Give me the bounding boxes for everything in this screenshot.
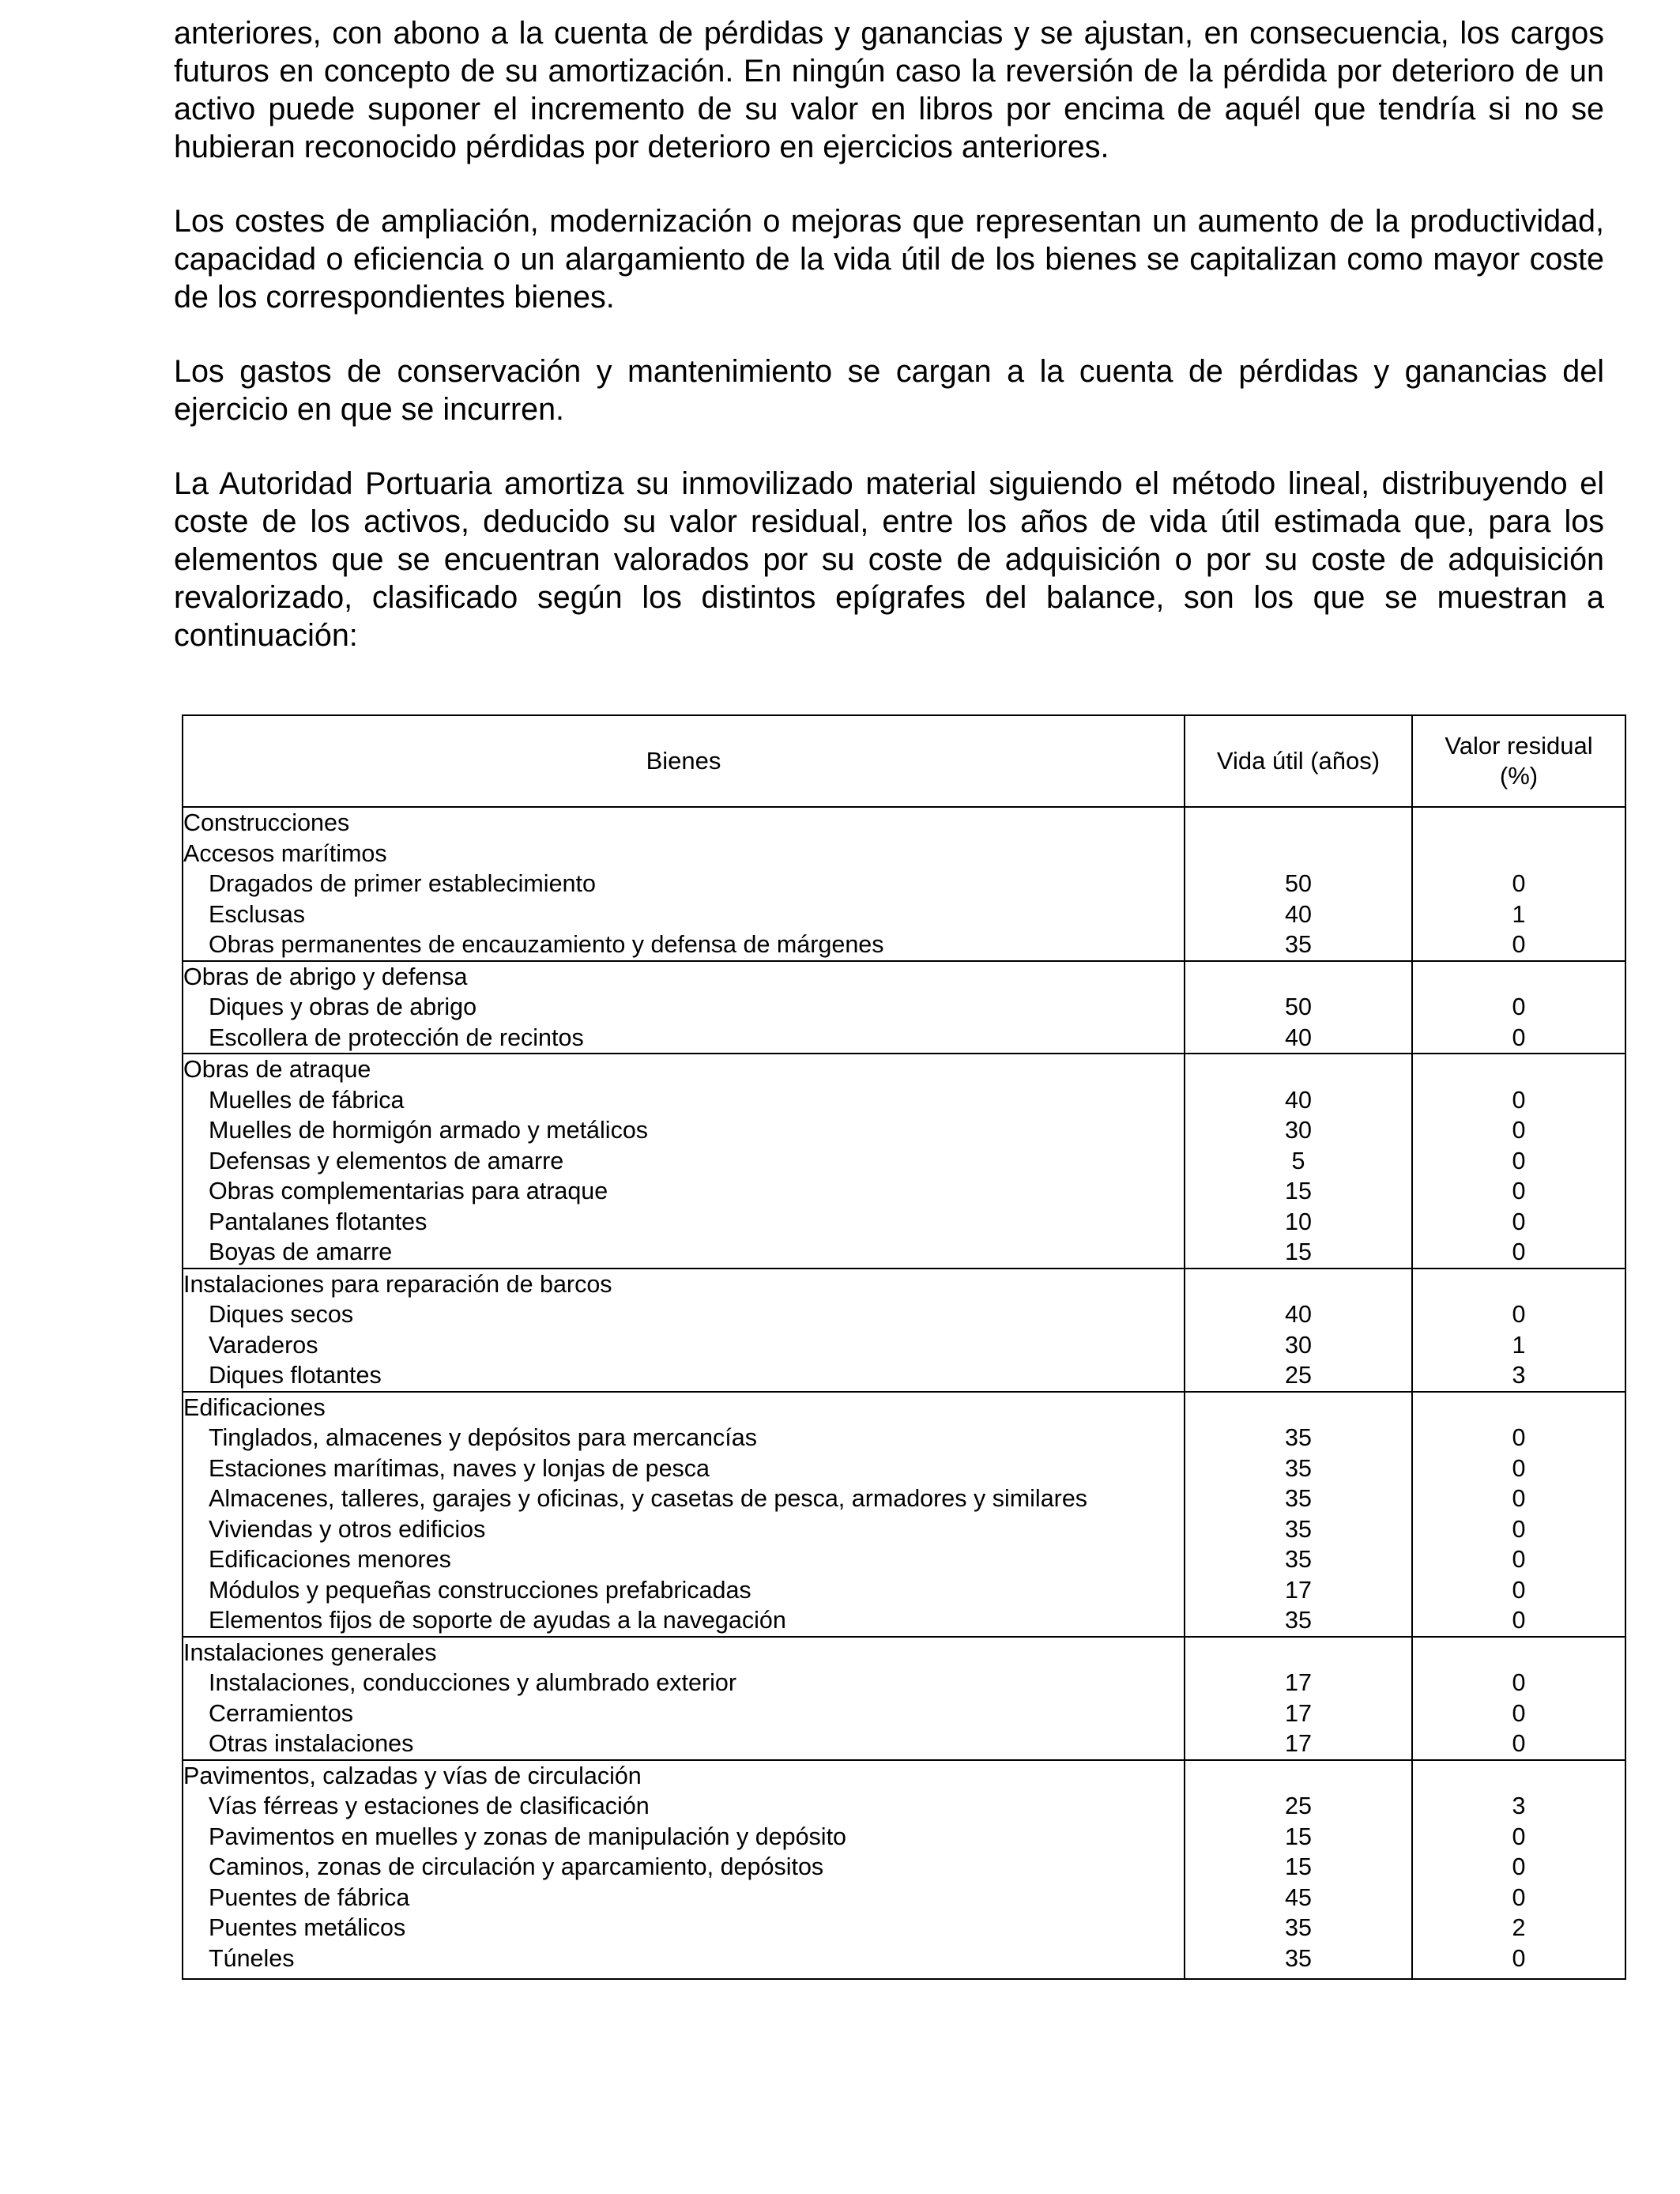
cell-valor-residual: 0 [1412, 1146, 1625, 1177]
cell-valor-residual: 0 [1412, 1514, 1625, 1545]
cell-bienes: Muelles de hormigón armado y metálicos [183, 1115, 1185, 1146]
paragraph-3: Los gastos de conservación y mantenimiento se cargan a la cuenta de pérdidas y ganancias del ejercicio en que se incurren. [174, 354, 1604, 427]
cell-bienes: Instalaciones generales [183, 1637, 1185, 1668]
cell-valor-residual [1412, 1760, 1625, 1792]
cell-vida-util: 30 [1185, 1115, 1412, 1146]
cell-vida-util: 10 [1185, 1207, 1412, 1238]
cell-vida-util: 35 [1185, 1423, 1412, 1453]
cell-vida-util: 35 [1185, 1453, 1412, 1484]
table-row [183, 1883, 1625, 1913]
cell-bienes: Pavimentos en muelles y zonas de manipulación y depósito [183, 1822, 1185, 1853]
cell-vida-util: 25 [1185, 1791, 1412, 1822]
cell-valor-residual: 0 [1412, 1575, 1625, 1606]
cell-vida-util: 40 [1185, 1299, 1412, 1330]
cell-bienes: Obras permanentes de encauzamiento y defensa de márgenes [183, 929, 1185, 961]
cell-bienes: Otras instalaciones [183, 1728, 1185, 1760]
table-row [183, 1483, 1625, 1514]
cell-valor-residual: 0 [1412, 1176, 1625, 1207]
cell-bienes: Boyas de amarre [183, 1237, 1185, 1269]
cell-vida-util: 40 [1185, 1023, 1412, 1054]
cell-vida-util [1185, 1637, 1412, 1668]
table-group-row [183, 1054, 1625, 1085]
table-row [183, 1330, 1625, 1361]
cell-valor-residual: 0 [1412, 1207, 1625, 1238]
useful-life-table [182, 714, 1626, 1980]
cell-bienes: Viviendas y otros edificios [183, 1514, 1185, 1545]
table-row [183, 1698, 1625, 1729]
cell-bienes: Varaderos [183, 1330, 1185, 1361]
cell-vida-util: 17 [1185, 1728, 1412, 1760]
cell-vida-util: 17 [1185, 1575, 1412, 1606]
cell-vida-util: 50 [1185, 869, 1412, 899]
table-row [183, 1514, 1625, 1545]
table-group-row [183, 961, 1625, 993]
cell-bienes: Construcciones [183, 807, 1185, 839]
cell-bienes: Puentes de fábrica [183, 1883, 1185, 1913]
cell-vida-util: 5 [1185, 1146, 1412, 1177]
table-row [183, 929, 1625, 961]
paragraph-4: La Autoridad Portuaria amortiza su inmovilizado material siguiendo el método lineal, distribuyendo el coste de los activos, deducido su valor residual, entre los años de vida útil estimada que, para los elementos que se encuentran valorados por su coste de adquisición o por su coste de adquisición revalorizado, clasificado según los distintos epígrafes del balance, son los que se muestran a continuación: [174, 466, 1604, 653]
cell-vida-util: 17 [1185, 1698, 1412, 1729]
cell-bienes: Módulos y pequeñas construcciones prefabricadas [183, 1575, 1185, 1606]
cell-bienes: Obras de abrigo y defensa [183, 961, 1185, 993]
cell-valor-residual [1412, 807, 1625, 839]
useful-life-table-container [182, 714, 1625, 1980]
cell-valor-residual: 0 [1412, 1483, 1625, 1514]
cell-valor-residual: 0 [1412, 1544, 1625, 1575]
cell-valor-residual: 0 [1412, 1668, 1625, 1698]
table-row [183, 869, 1625, 899]
cell-bienes: Instalaciones para reparación de barcos [183, 1269, 1185, 1300]
table-group-row [183, 807, 1625, 839]
cell-valor-residual: 3 [1412, 1791, 1625, 1822]
table-group-row [183, 1760, 1625, 1792]
cell-bienes: Escollera de protección de recintos [183, 1023, 1185, 1054]
cell-bienes: Diques flotantes [183, 1360, 1185, 1392]
table-row [183, 1544, 1625, 1575]
cell-valor-residual [1412, 1637, 1625, 1668]
cell-bienes: Obras complementarias para atraque [183, 1176, 1185, 1207]
cell-vida-util [1185, 807, 1412, 839]
cell-valor-residual: 0 [1412, 1852, 1625, 1883]
cell-vida-util: 15 [1185, 1852, 1412, 1883]
cell-vida-util: 35 [1185, 1514, 1412, 1545]
cell-bienes: Edificaciones menores [183, 1544, 1185, 1575]
cell-valor-residual: 0 [1412, 1822, 1625, 1853]
table-row [183, 1575, 1625, 1606]
cell-bienes: Diques y obras de abrigo [183, 992, 1185, 1023]
cell-valor-residual: 0 [1412, 992, 1625, 1023]
table-row [183, 1146, 1625, 1177]
cell-valor-residual: 0 [1412, 1728, 1625, 1760]
cell-valor-residual [1412, 839, 1625, 869]
cell-valor-residual: 0 [1412, 1453, 1625, 1484]
table-group-row [183, 1269, 1625, 1300]
paragraph-1: anteriores, con abono a la cuenta de pérdidas y ganancias y se ajustan, en consecuencia, los cargos futuros en concepto de su amortización. En ningún caso la reversión de la pérdida por deterioro de un activo puede suponer el incremento de su valor en libros por encima de aquél que tendría si no se hubieran reconocido pérdidas por deterioro en ejercicios anteriores. [174, 16, 1604, 164]
table-row [183, 1605, 1625, 1637]
cell-vida-util: 15 [1185, 1176, 1412, 1207]
table-row [183, 1299, 1625, 1330]
table-group-row [183, 839, 1625, 869]
table-row [183, 1360, 1625, 1392]
table-row [183, 1913, 1625, 1943]
cell-vida-util: 30 [1185, 1330, 1412, 1361]
cell-vida-util: 15 [1185, 1237, 1412, 1269]
cell-valor-residual: 0 [1412, 869, 1625, 899]
header-bienes: Bienes [183, 715, 1185, 807]
cell-valor-residual [1412, 1269, 1625, 1300]
table-row [183, 1728, 1625, 1760]
cell-vida-util: 50 [1185, 992, 1412, 1023]
table-header-row [183, 715, 1625, 807]
table-row [183, 1668, 1625, 1698]
cell-bienes: Dragados de primer establecimiento [183, 869, 1185, 899]
cell-vida-util: 35 [1185, 1605, 1412, 1637]
cell-vida-util [1185, 961, 1412, 993]
cell-valor-residual: 1 [1412, 1330, 1625, 1361]
cell-valor-residual: 0 [1412, 1605, 1625, 1637]
cell-valor-residual: 0 [1412, 1698, 1625, 1729]
table-row [183, 1852, 1625, 1883]
cell-vida-util: 35 [1185, 1943, 1412, 1980]
cell-valor-residual: 0 [1412, 1115, 1625, 1146]
cell-vida-util: 35 [1185, 1913, 1412, 1943]
table-body [183, 807, 1625, 1979]
cell-bienes: Pavimentos, calzadas y vías de circulación [183, 1760, 1185, 1792]
cell-valor-residual: 0 [1412, 1943, 1625, 1980]
cell-vida-util: 17 [1185, 1668, 1412, 1698]
cell-vida-util [1185, 1054, 1412, 1085]
cell-valor-residual: 0 [1412, 1237, 1625, 1269]
cell-vida-util: 35 [1185, 1544, 1412, 1575]
cell-valor-residual [1412, 1054, 1625, 1085]
cell-vida-util [1185, 1392, 1412, 1423]
table-group-row [183, 1637, 1625, 1668]
cell-valor-residual [1412, 1392, 1625, 1423]
cell-bienes: Instalaciones, conducciones y alumbrado exterior [183, 1668, 1185, 1698]
cell-bienes: Túneles [183, 1943, 1185, 1980]
cell-vida-util: 25 [1185, 1360, 1412, 1392]
table-row [183, 1237, 1625, 1269]
cell-bienes: Diques secos [183, 1299, 1185, 1330]
cell-bienes: Obras de atraque [183, 1054, 1185, 1085]
cell-valor-residual: 0 [1412, 929, 1625, 961]
table-row [183, 899, 1625, 930]
table-row [183, 1453, 1625, 1484]
cell-vida-util: 40 [1185, 1085, 1412, 1116]
cell-valor-residual [1412, 961, 1625, 993]
table-row [183, 1423, 1625, 1453]
cell-vida-util [1185, 1269, 1412, 1300]
table-row [183, 1085, 1625, 1116]
table-row [183, 992, 1625, 1023]
cell-valor-residual: 0 [1412, 1299, 1625, 1330]
header-vida-util: Vida útil (años) [1185, 715, 1412, 807]
cell-bienes: Vías férreas y estaciones de clasificación [183, 1791, 1185, 1822]
cell-vida-util [1185, 839, 1412, 869]
cell-valor-residual: 0 [1412, 1023, 1625, 1054]
cell-vida-util: 45 [1185, 1883, 1412, 1913]
cell-valor-residual: 3 [1412, 1360, 1625, 1392]
cell-vida-util: 15 [1185, 1822, 1412, 1853]
cell-bienes: Puentes metálicos [183, 1913, 1185, 1943]
cell-bienes: Elementos fijos de soporte de ayudas a la navegación [183, 1605, 1185, 1637]
cell-valor-residual: 0 [1412, 1883, 1625, 1913]
cell-bienes: Defensas y elementos de amarre [183, 1146, 1185, 1177]
cell-vida-util [1185, 1760, 1412, 1792]
table-row [183, 1822, 1625, 1853]
table-row [183, 1023, 1625, 1054]
cell-bienes: Accesos marítimos [183, 839, 1185, 869]
body-text [174, 14, 1604, 691]
header-valor-residual: Valor residual (%) [1412, 715, 1625, 807]
cell-vida-util: 35 [1185, 1483, 1412, 1514]
cell-valor-residual: 1 [1412, 899, 1625, 930]
cell-bienes: Cerramientos [183, 1698, 1185, 1729]
table-row [183, 1207, 1625, 1238]
cell-bienes: Tinglados, almacenes y depósitos para mercancías [183, 1423, 1185, 1453]
cell-vida-util: 40 [1185, 899, 1412, 930]
cell-bienes: Edificaciones [183, 1392, 1185, 1423]
table-row [183, 1115, 1625, 1146]
cell-valor-residual: 0 [1412, 1085, 1625, 1116]
table-row [183, 1943, 1625, 1980]
cell-bienes: Caminos, zonas de circulación y aparcamiento, depósitos [183, 1852, 1185, 1883]
paragraph-2: Los costes de ampliación, modernización o mejoras que representan un aumento de la productividad, capacidad o eficiencia o un alargamiento de la vida útil de los bienes se capitalizan como mayor coste de los correspondientes bienes. [174, 204, 1604, 315]
cell-bienes: Pantalanes flotantes [183, 1207, 1185, 1238]
cell-valor-residual: 2 [1412, 1913, 1625, 1943]
cell-vida-util: 35 [1185, 929, 1412, 961]
cell-bienes: Esclusas [183, 899, 1185, 930]
table-row [183, 1791, 1625, 1822]
cell-bienes: Almacenes, talleres, garajes y oficinas, y casetas de pesca, armadores y similares [183, 1483, 1185, 1514]
table-row [183, 1176, 1625, 1207]
cell-bienes: Muelles de fábrica [183, 1085, 1185, 1116]
cell-valor-residual: 0 [1412, 1423, 1625, 1453]
table-group-row [183, 1392, 1625, 1423]
cell-bienes: Estaciones marítimas, naves y lonjas de pesca [183, 1453, 1185, 1484]
